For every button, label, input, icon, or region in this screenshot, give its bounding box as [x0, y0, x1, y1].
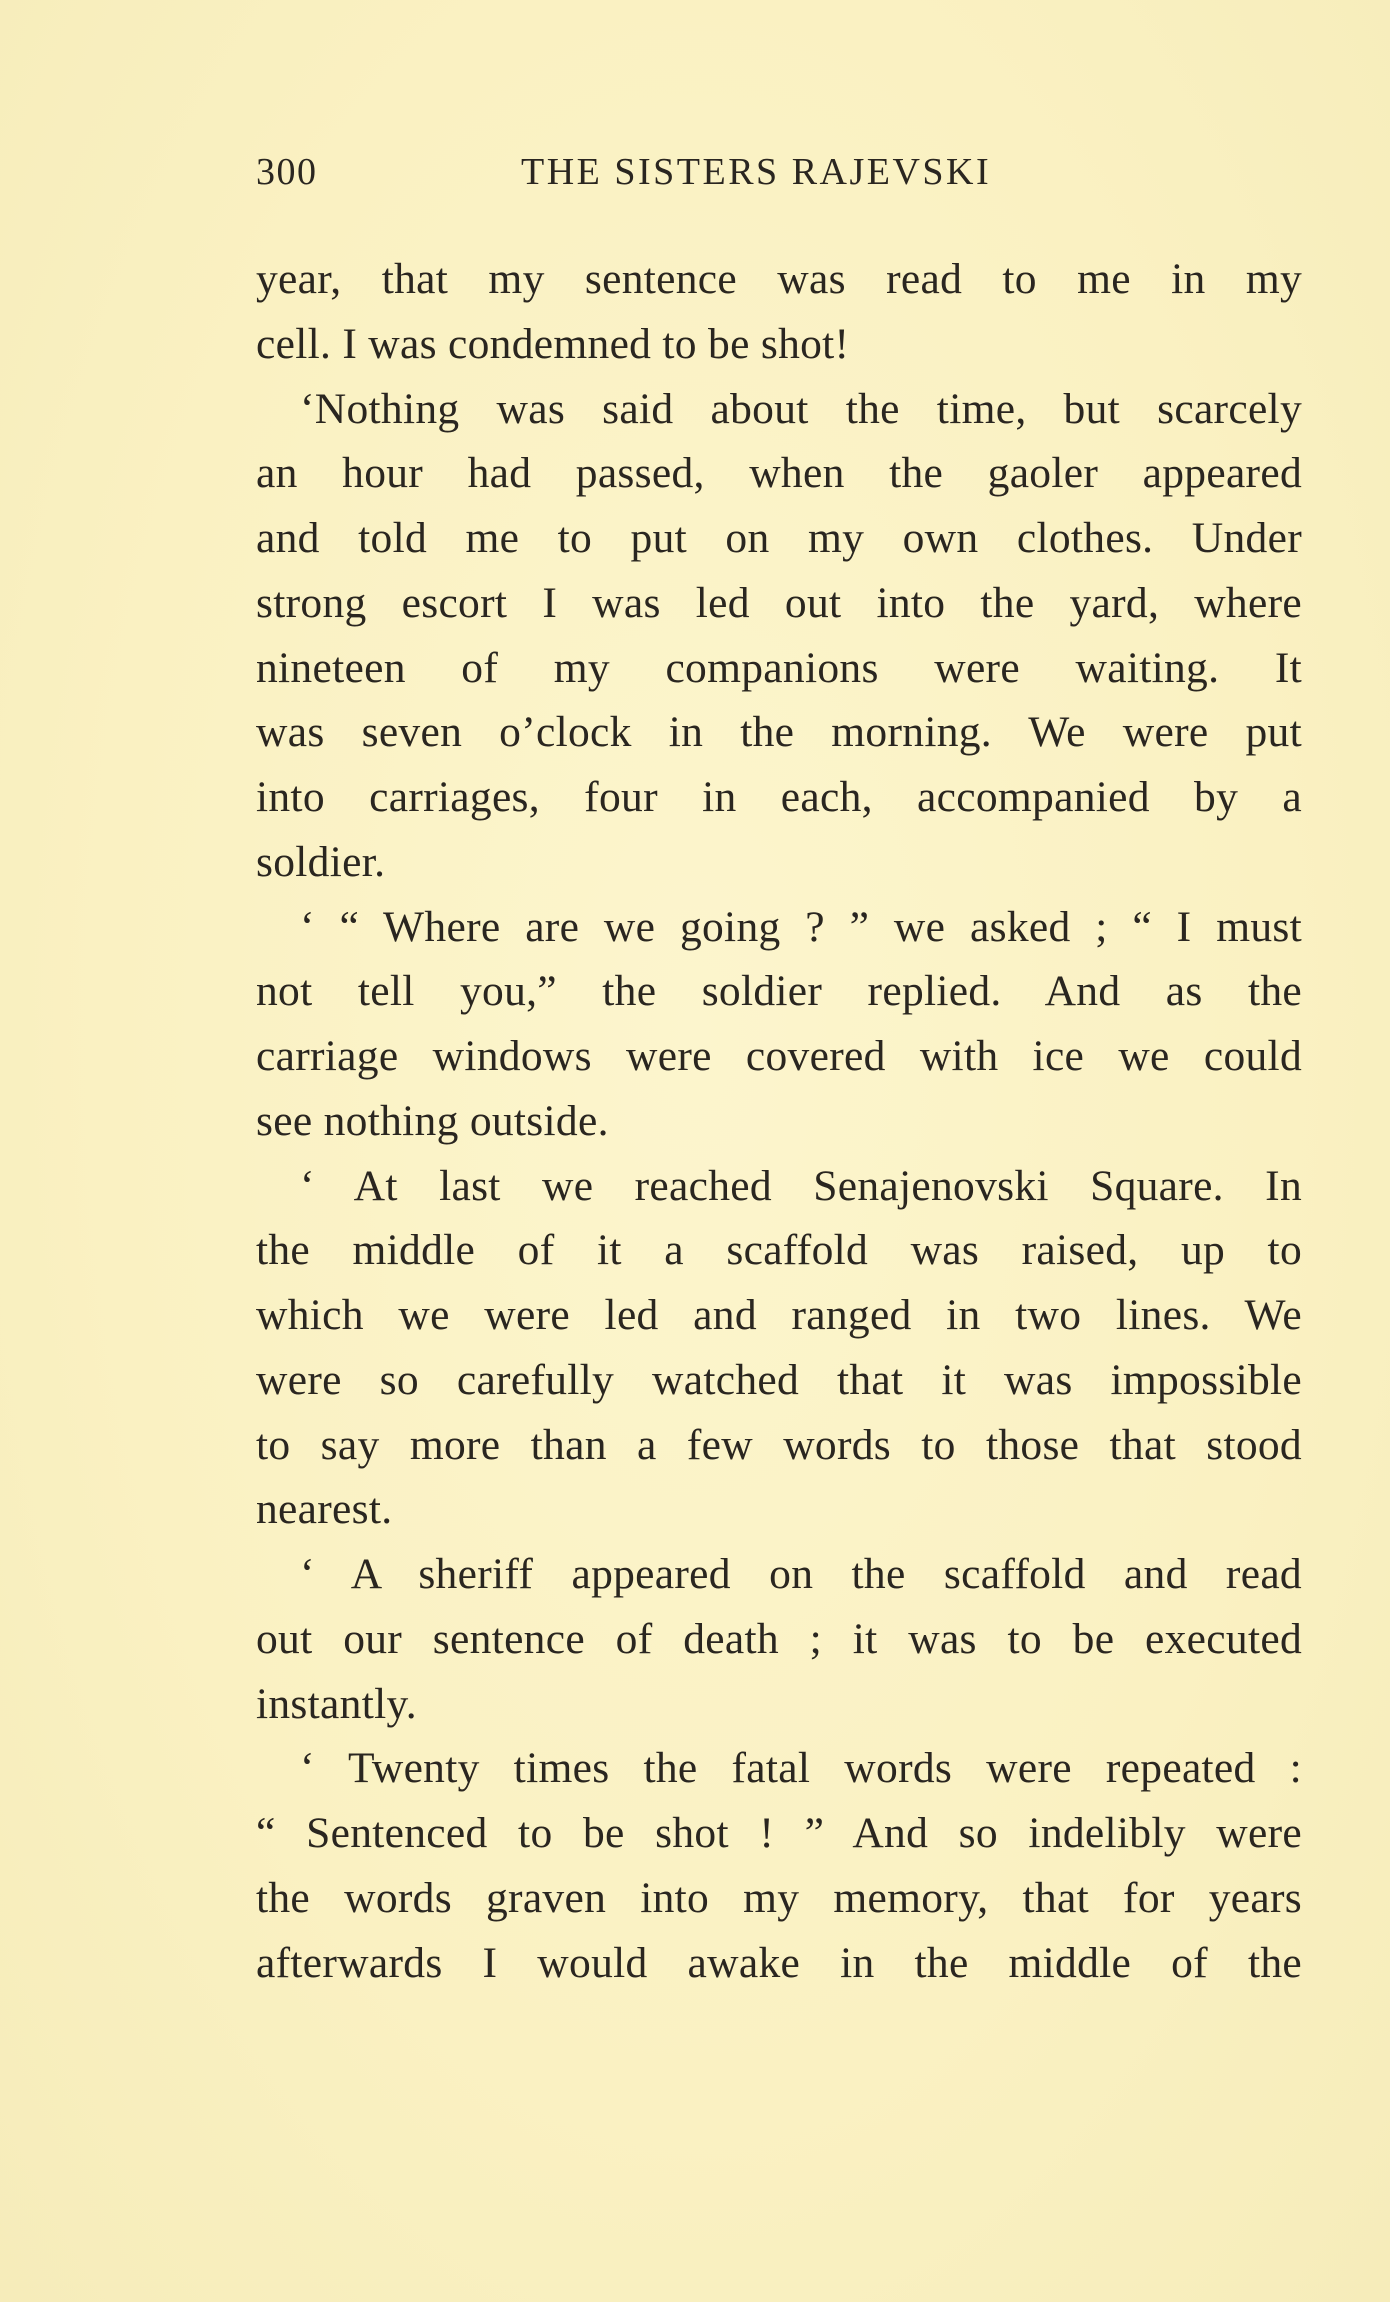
- text-line: instantly.: [256, 1679, 417, 1728]
- text-line: an hour had passed, when the gaoler appeared: [256, 449, 1302, 498]
- text-line: which we were led and ranged in two lines. We: [256, 1291, 1302, 1339]
- text-line: year, that my sentence was read to me in my: [256, 255, 1302, 303]
- text-line: afterwards I would awake in the middle of the: [256, 1938, 1302, 1987]
- paragraph-first-line: ‘ A sheriff appeared on the scaffold and read: [300, 1550, 1302, 1598]
- body-text: [256, 247, 1302, 1995]
- text-line: carriage windows were covered with ice we could: [256, 1032, 1302, 1080]
- page-number: 300: [256, 151, 318, 193]
- paragraph-first-line: ‘Nothing was said about the time, but scarcely: [300, 384, 1302, 433]
- text-line: was seven o’clock in the morning. We were put: [256, 708, 1302, 757]
- text-line: cell. I was condemned to be shot!: [256, 319, 850, 368]
- text-line: into carriages, four in each, accompanied by a: [256, 773, 1302, 821]
- text-line: see nothing outside.: [256, 1096, 609, 1145]
- text-line: and told me to put on my own clothes. Under: [256, 514, 1302, 562]
- paragraph-first-line: ‘ At last we reached Senajenovski Square. In: [300, 1161, 1302, 1210]
- running-title: THE SISTERS RAJEVSKI: [521, 151, 992, 193]
- text-line: nineteen of my companions were waiting. It: [256, 643, 1302, 692]
- paragraph-first-line: ‘ Twenty times the fatal words were repeated :: [300, 1744, 1302, 1793]
- text-line: not tell you,” the soldier replied. And as the: [256, 967, 1302, 1016]
- running-head: [256, 150, 1036, 206]
- text-line: out our sentence of death ; it was to be executed: [256, 1614, 1302, 1663]
- text-line: soldier.: [256, 837, 386, 886]
- text-line: strong escort I was led out into the yard, where: [256, 578, 1302, 627]
- text-line: nearest.: [256, 1485, 393, 1534]
- text-line: the middle of it a scaffold was raised, up to: [256, 1226, 1302, 1275]
- paragraph-first-line: ‘ “ Where are we going ? ” we asked ; “ I must: [300, 902, 1302, 951]
- text-line: “ Sentenced to be shot ! ” And so indelibly were: [256, 1809, 1302, 1857]
- text-line: to say more than a few words to those that stood: [256, 1420, 1302, 1469]
- text-line: the words graven into my memory, that for years: [256, 1873, 1302, 1922]
- text-line: were so carefully watched that it was impossible: [256, 1355, 1302, 1404]
